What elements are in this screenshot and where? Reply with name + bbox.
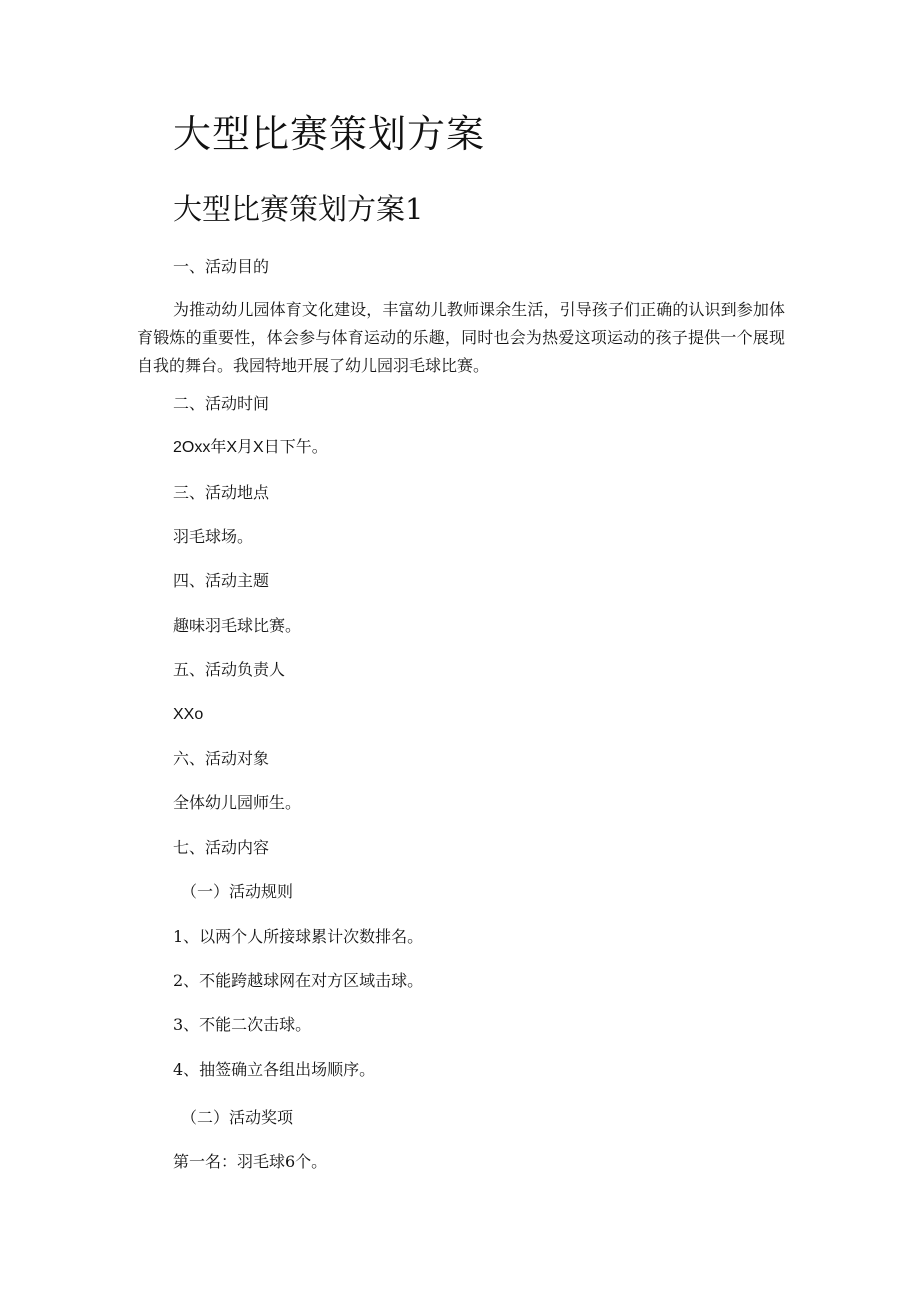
subsection-heading-awards: （二）活动奖项	[181, 1108, 294, 1127]
rule-item-4: 4、抽签确立各组出场顺序。	[173, 1060, 376, 1079]
section-body-theme: 趣味羽毛球比赛。	[173, 616, 302, 635]
rule-item-1: 1、以两个人所接球累计次数排名。	[173, 927, 424, 946]
award-item-1: 第一名：羽毛球6个。	[173, 1152, 328, 1171]
document-title: 大型比赛策划方案	[173, 112, 486, 156]
section-heading-theme: 四、活动主题	[173, 571, 270, 590]
section-body-owner: XXo	[173, 706, 204, 723]
section-heading-content: 七、活动内容	[173, 838, 270, 857]
subsection-heading-rules: （一）活动规则	[181, 882, 294, 901]
rule-item-3: 3、不能二次击球。	[173, 1015, 312, 1034]
section-heading-location: 三、活动地点	[173, 483, 270, 502]
section-body-location: 羽毛球场。	[173, 527, 254, 546]
section-heading-purpose: 一、活动目的	[173, 257, 270, 276]
document-subtitle: 大型比赛策划方案1	[173, 192, 424, 226]
rule-item-2: 2、不能跨越球网在对方区域击球。	[173, 971, 424, 990]
section-heading-audience: 六、活动对象	[173, 749, 270, 768]
section-body-audience: 全体幼儿园师生。	[173, 793, 302, 812]
section-heading-owner: 五、活动负责人	[173, 660, 286, 679]
section-heading-time: 二、活动时间	[173, 394, 270, 413]
section-body-time: 2Oxx年X月X日下午。	[173, 439, 328, 456]
section-body-purpose: 为推动幼儿园体育文化建设，丰富幼儿教师课余生活，引导孩子们正确的认识到参加体育锻炼的重要性，体会参与体育运动的乐趣，同时也会为热爱这项运动的孩子提供一个展现自我的舞台。我园特地开展了幼儿园羽毛球比赛。	[137, 300, 785, 375]
